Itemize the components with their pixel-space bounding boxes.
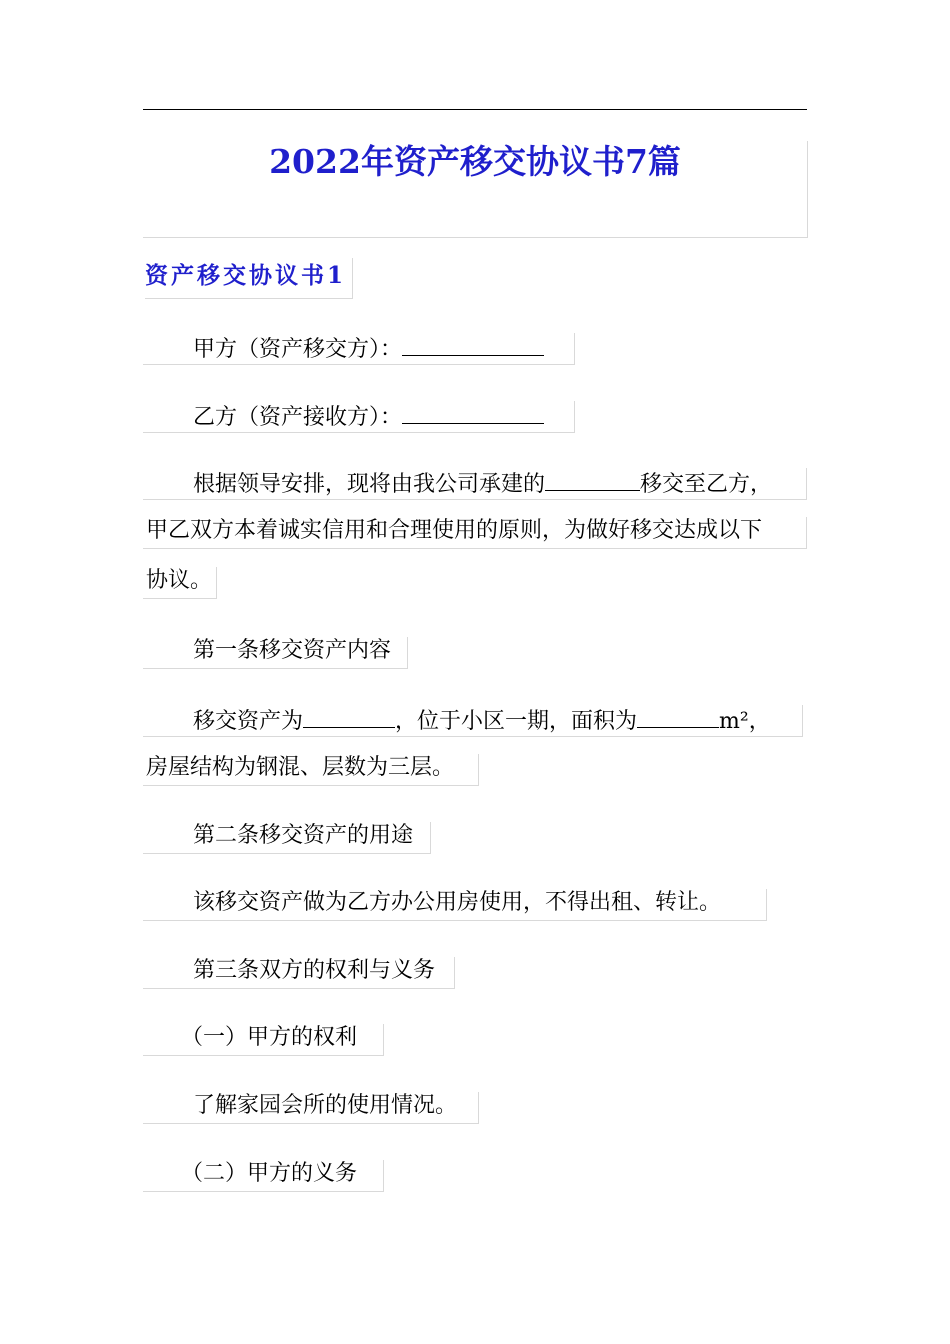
document-title: 2022年资产移交协议书7篇 [269,142,681,181]
intro-blank [545,468,640,491]
intro-line-3: 协议。 [143,567,217,599]
party-b-blank [402,401,544,424]
section-heading: 资产移交协议书1 [145,258,353,299]
article-2-heading: 第二条移交资产的用途 [143,822,431,854]
party-b-label: 乙方（资产接收方）： [193,405,403,430]
intro-line-1 [143,468,807,500]
party-a-duties-heading: （二）甲方的义务 [143,1160,384,1192]
article-2-body: 该移交资产做为乙方办公用房使用，不得出租、转让。 [143,889,767,921]
intro-prefix: 根据领导安排，现将由我公司承建的 [193,472,546,497]
article-1-line-1 [143,705,803,737]
party-b-line [143,401,575,433]
party-a-blank [402,333,544,356]
article-1-heading: 第一条移交资产内容 [143,637,408,669]
party-a-rights-body: 了解家园会所的使用情况。 [143,1092,479,1124]
article-1-line-2: 房屋结构为钢混、层数为三层。 [143,754,479,786]
header-rule [143,109,807,110]
asset-name-blank [303,705,395,728]
asset-middle: ，位于小区一期，面积为 [395,709,638,734]
party-a-line [143,333,575,365]
asset-unit: m²， [719,709,771,734]
party-a-rights-heading: （一）甲方的权利 [143,1024,384,1056]
party-a-label: 甲方（资产移交方）： [193,337,403,362]
asset-area-blank [637,705,719,728]
asset-prefix: 移交资产为 [193,709,304,734]
intro-suffix: 移交至乙方， [640,472,773,497]
intro-line-2: 甲乙双方本着诚实信用和合理使用的原则，为做好移交达成以下 [143,517,807,549]
article-3-heading: 第三条双方的权利与义务 [143,957,455,989]
